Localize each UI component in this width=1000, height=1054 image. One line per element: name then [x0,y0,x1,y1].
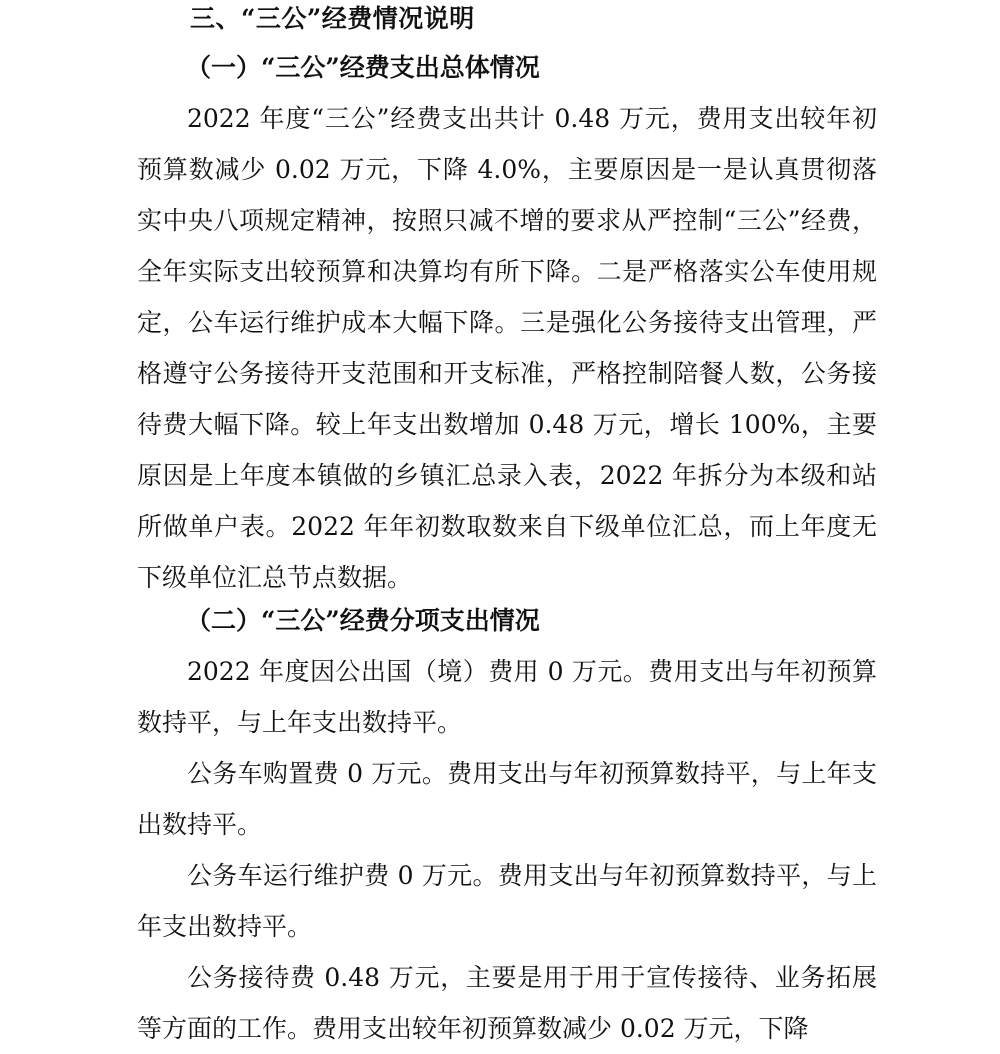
subsection-title-itemized: （二）“三公”经费分项支出情况 [186,606,540,635]
vehicle-purchase-paragraph: 公务车购置费 0 万元。费用支出与年初预算数持平，与上年支出数持平。 [137,759,877,839]
overall-expense-paragraph: 2022 年度“三公”经费支出共计 0.48 万元，费用支出较年初预算数减少 0.02 万元，下降 4.0%，主要原因是一是认真贯彻落实中央八项规定精神，按照只减不增的要求从严控制“三公”经费，全年实际支出较预算和决算均有所下降。二是严格落实公车使用规定，公车运行维护成本大幅下降。三是强化公务接待支出管理，严格遵守公务接待开支范围和开支标准，严格控制陪餐人数，公务接待费大幅下降。较上年支出数增加 0.48 万元，增长 100%，主要原因是上年度本镇做的乡镇汇总录入表，2022 年拆分为本级和站所做单户表。2022 年年初数取数来自下级单位汇总，而上年度无下级单位汇总节点数据。 [137,104,877,592]
subsection-title-overall: （一）“三公”经费支出总体情况 [186,53,540,82]
vehicle-maintenance-paragraph: 公务车运行维护费 0 万元。费用支出与年初预算数持平，与上年支出数持平。 [137,861,877,941]
section-title: 三、“三公”经费情况说明 [190,4,475,33]
overseas-travel-paragraph: 2022 年度因公出国（境）费用 0 万元。费用支出与年初预算数持平，与上年支出数持平。 [137,657,877,737]
reception-expense-paragraph: 公务接待费 0.48 万元，主要是用于用于宣传接待、业务拓展等方面的工作。费用支出较年初预算数减少 0.02 万元，下降 [137,963,877,1043]
